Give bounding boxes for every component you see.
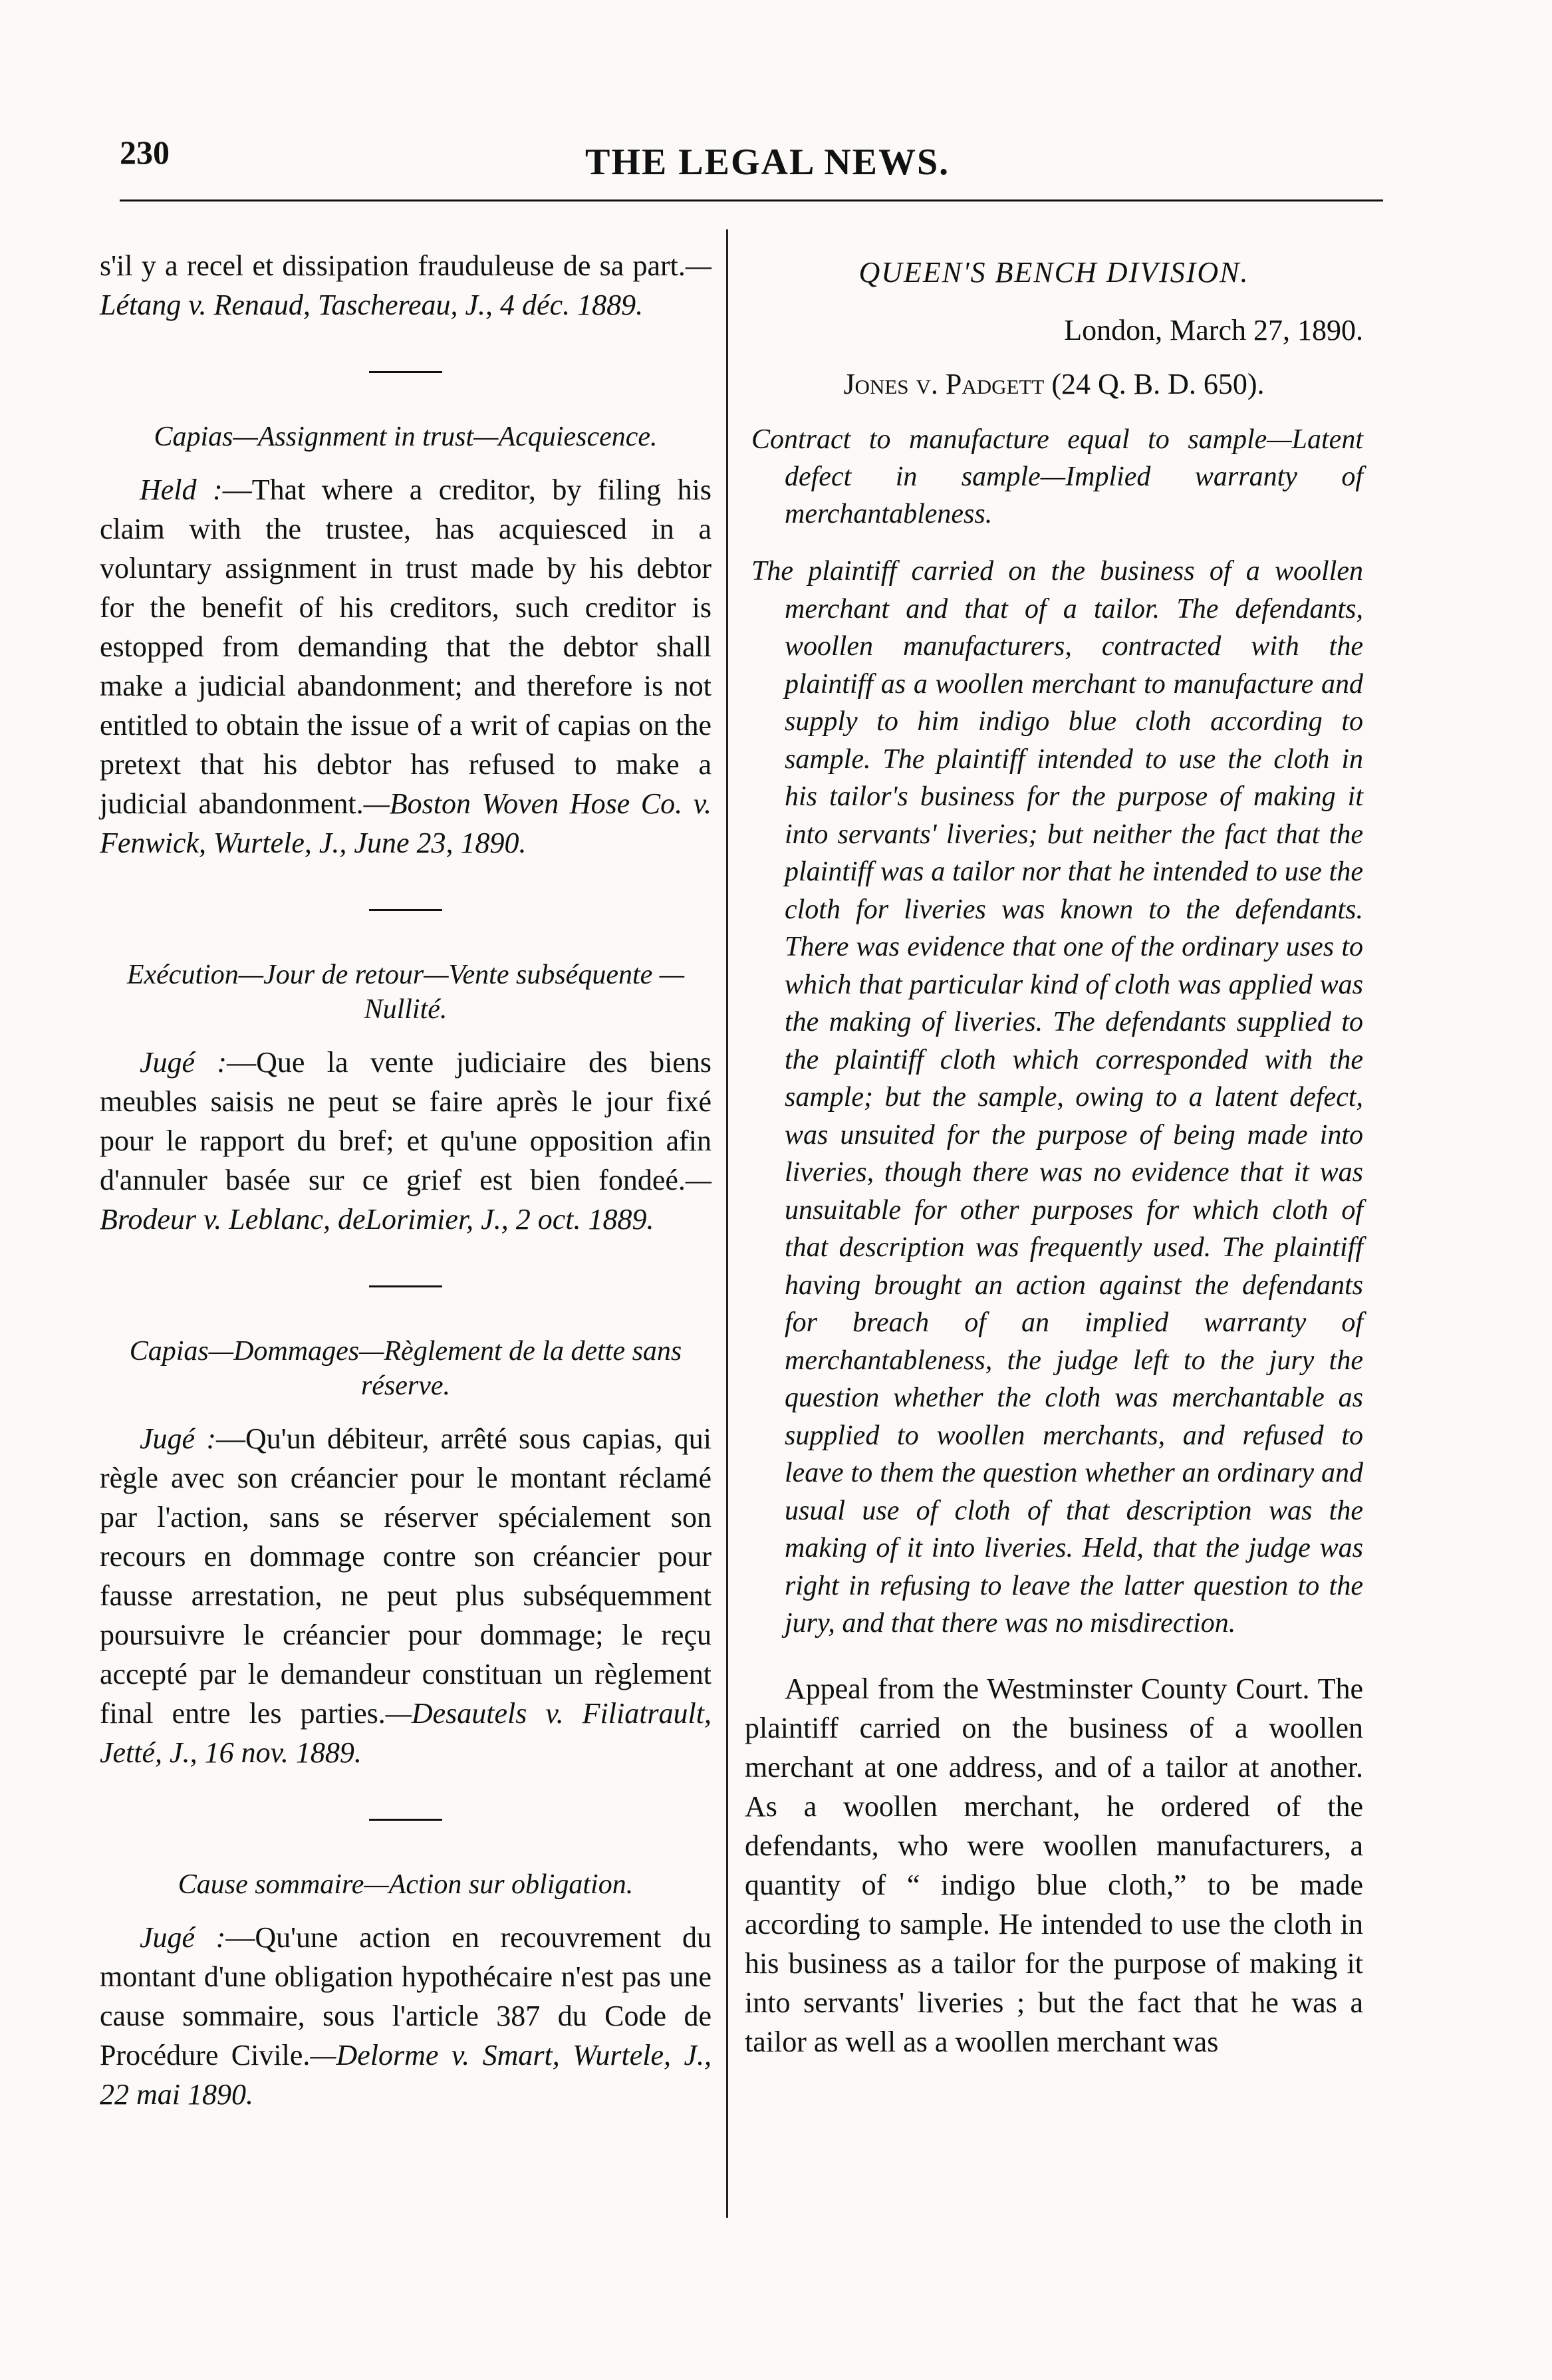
- right-column: [745, 246, 1363, 2061]
- ruling-label: Jugé :: [140, 1046, 227, 1079]
- case-citation: —Boston Woven Hose Co. v. Fenwick, Wurtele, J., June 23, 1890.: [100, 787, 712, 859]
- ruling-label: Jugé :: [140, 1422, 216, 1455]
- section-title: QUEEN'S BENCH DIVISION.: [858, 256, 1249, 289]
- case-title: Jones v. Padgett (24 Q. B. D. 650).: [843, 368, 1265, 400]
- ruling-text: —Qu'une action en recouvrement du montant d'une obligation hypothécaire n'est pas une cause sommaire, sous l'article 387 du Code de Procédure Civile.: [100, 1921, 711, 2071]
- case-heading: Capias—Assignment in trust—Acquiescence.: [154, 422, 658, 452]
- header-rule: [120, 199, 1383, 201]
- case-ruling: [100, 1419, 711, 1772]
- separator-rule: [369, 1285, 442, 1287]
- ruling-text: —Qu'un débiteur, arrêté sous capias, qui règle avec son créancier pour le montant réclamé par l'action, sans se réserver spécialement son recours en dommage contre son créancier pour fausse arrestation, ne peut plus subséquemment poursuivre le créancier pour dommage; le reçu accepté par le demandeur constituan un règlement final entre les parties.: [100, 1422, 712, 1730]
- continued-text: s'il y a recel et dissipation frauduleuse de sa part.: [100, 249, 686, 282]
- case-headnote: The plaintiff carried on the business of a woollen merchant and that of a tailor. The defendants, woollen manufacturers, contracted with the plaintiff as a woollen merchant to manufacture and supply to him indigo blue cloth according to sample. The plaintiff intended to use the cloth in his tailor's business for the purpose of making it into servants' liveries; but neither the fact that the plaintiff was a tailor nor that he intended to use the cloth for liveries was known to the defendants. There was evidence that one of the ordinary uses to which that particular kind of cloth was applied was the making of liveries. The defendants supplied to the plaintiff cloth which corresponded with the sample; but the sample, owing to a latent defect, was unsuited for the purpose of being made into liveries, though there was no evidence that it was unsuitable for other purposes for which cloth of that description was frequently used. The plaintiff having brought an action against the defendants for breach of an implied warranty of merchantableness, the judge left to the jury the question whether the cloth was merchantable as supplied to woollen merchants, and refused to leave to them the question whether an ordinary and usual use of cloth of that description was the making of it into liveries. Held, that the judge was right in refusing to leave the latter question to the jury, and that there was no misdirection.: [751, 556, 1363, 1639]
- case-heading: Exécution—Jour de retour—Vente subséquente —Nullité.: [126, 960, 685, 1025]
- running-title: THE LEGAL NEWS.: [585, 142, 950, 183]
- left-column: [100, 246, 711, 2114]
- ruling-text: —That where a creditor, by filing his claim with the trustee, has acquiesced in a voluntary assignment in trust made by his debtor for the benefit of his creditors, such creditor is estopped from demanding that the debtor shall make a judicial abandonment; and therefore is not entitled to obtain the issue of a writ of capias on the pretext that his debtor has refused to make a judicial abandonment.: [100, 473, 712, 820]
- ruling-text: —Que la vente judiciaire des biens meubles saisis ne peut se faire après le jour fixé pour le rapport du bref; et qu'une opposition afin d'annuler basée sur ce grief est bien fondeé.: [100, 1046, 711, 1196]
- case-ruling: [100, 470, 711, 862]
- case-citation: —Brodeur v. Leblanc, deLorimier, J., 2 oct. 1889.: [100, 1164, 711, 1236]
- case-body: Appeal from the Westminster County Court. The plaintiff carried on the business of a woollen merchant at one address, and of a tailor at another. As a woollen merchant, he ordered of the defendants, who were woollen manufacturers, a quantity of “ indigo blue cloth,” to be made according to sample. He intended to use the cloth in his business as a tailor for the purpose of making it into servants' liveries ; but the fact that he was a tailor as well as a woollen merchant was: [745, 1672, 1363, 2058]
- separator-rule: [369, 909, 442, 911]
- continued-paragraph: [100, 246, 711, 325]
- page-number: 230: [120, 134, 170, 171]
- continued-citation: —Létang v. Renaud, Taschereau, J., 4 déc. 1889.: [100, 249, 711, 321]
- case-ruling: [100, 1918, 711, 2114]
- case-citation: —Desautels v. Filiatrault, Jetté, J., 16 nov. 1889.: [100, 1697, 711, 1769]
- page-header: [120, 133, 1383, 193]
- ruling-label: Jugé :: [140, 1921, 226, 1954]
- column-divider: [726, 229, 728, 2218]
- separator-rule: [369, 1819, 442, 1821]
- ruling-label: Held :: [140, 473, 223, 506]
- case-heading: Capias—Dommages—Règlement de la dette sans réserve.: [129, 1336, 682, 1401]
- case-ruling: [100, 1043, 711, 1239]
- place-date: London, March 27, 1890.: [1064, 314, 1363, 346]
- case-summary: Contract to manufacture equal to sample—Latent defect in sample—Implied warranty of merchantableness.: [751, 424, 1363, 529]
- case-heading: Cause sommaire—Action sur obligation.: [178, 1869, 634, 1900]
- case-citation: —Delorme v. Smart, Wurtele, J., 22 mai 1890.: [100, 2039, 711, 2111]
- separator-rule: [369, 371, 442, 373]
